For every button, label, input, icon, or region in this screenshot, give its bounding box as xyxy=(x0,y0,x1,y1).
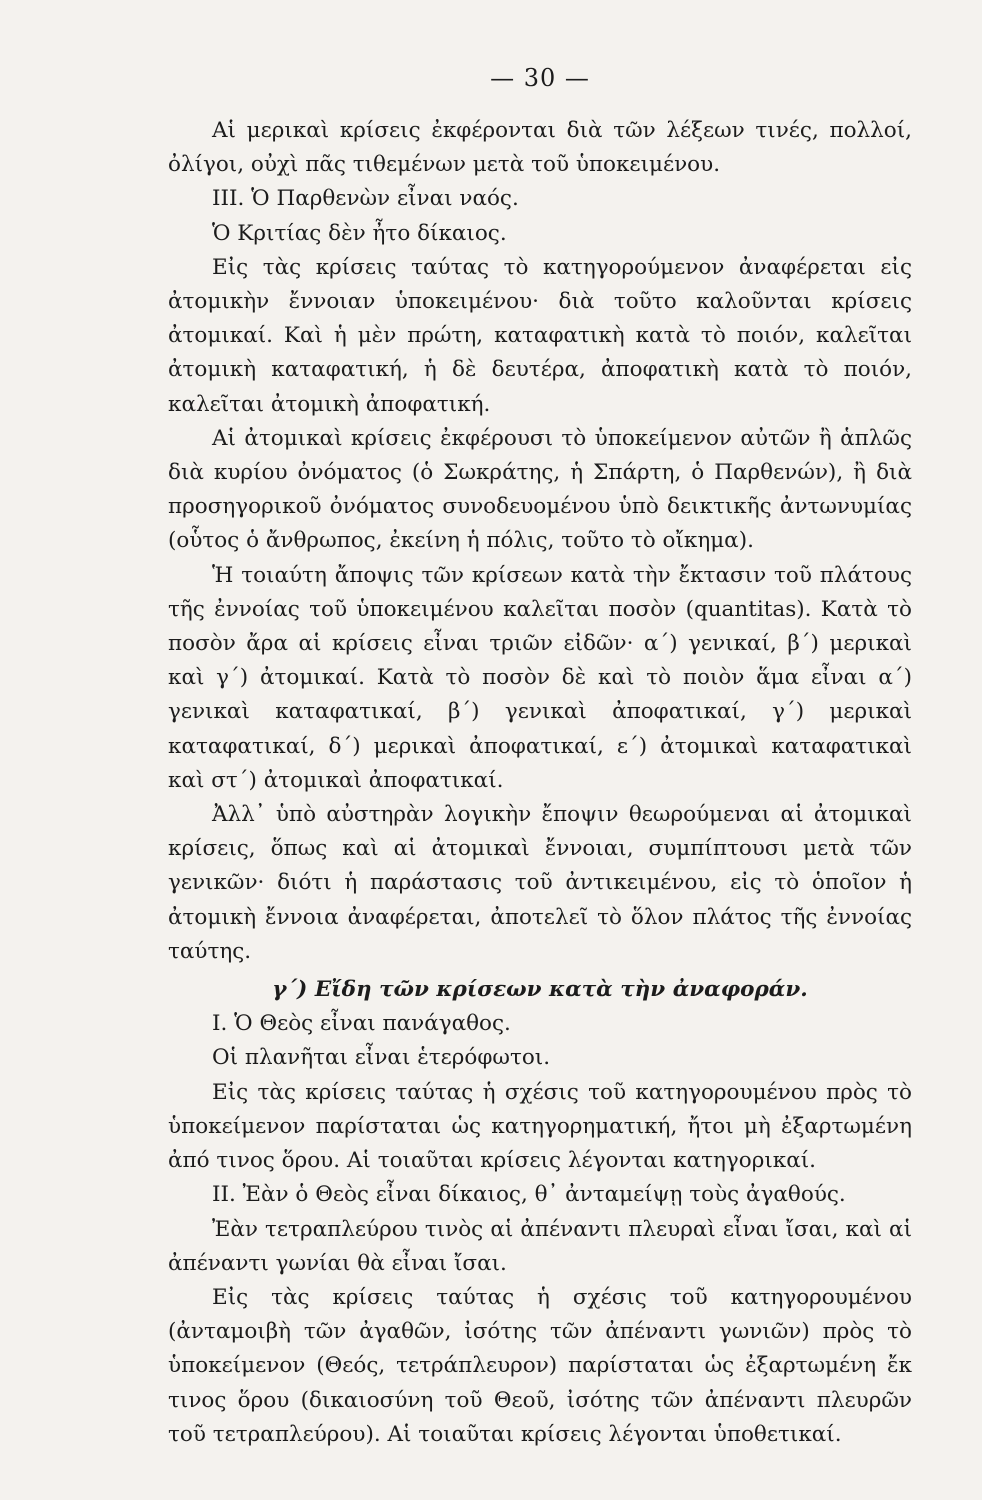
paragraph-strict-logic: Ἀλλ᾽ ὑπὸ αὐστηρὰν λογικὴν ἔποψιν θεωρούμεναι αἱ ἀτομικαὶ κρίσεις, ὅπως καὶ αἱ ἀτομικαὶ ἔννοιαι, συμπίπτουσι μετὰ τῶν γενικῶν· διότι ἡ παράστασις τοῦ ἀντικειμένου, εἰς τὸ ὁποῖον ἡ ἀτομικὴ ἔννοια ἀναφέρεται, ἀποτελεῖ τὸ ὅλον πλάτος τῆς ἐννοίας ταύτης. xyxy=(168,802,912,964)
paragraph-partial-judgments: Αἱ μερικαὶ κρίσεις ἐκφέρονται διὰ τῶν λέξεων τινές, πολλοί, ὀλίγοι, οὐχὶ πᾶς τιθεμένων μετὰ τοῦ ὑποκειμένου. xyxy=(168,118,912,178)
paragraph-quantity: Ἡ τοιαύτη ἄποψις τῶν κρίσεων κατὰ τὴν ἔκτασιν τοῦ πλάτους τῆς ἐννοίας τοῦ ὑποκειμένου καλεῖται ποσὸν (quantitas). Κατὰ τὸ ποσὸν ἄρα αἱ κρίσεις εἶναι τριῶν εἰδῶν· α΄) γενικαί, β΄) μερικαὶ καὶ γ΄) ἀτομικαί. Κατὰ τὸ ποσὸν δὲ καὶ τὸ ποιὸν ἅμα εἶναι α΄) γενικαὶ καταφατικαί, β΄) γενικαὶ ἀποφατικαί, γ΄) μερικαὶ καταφατικαί, δ΄) μερικαὶ ἀποφατικαί, ε΄) ἀτομικαὶ καταφατικαὶ καὶ στ΄) ἀτομικαὶ ἀποφατικαί. xyxy=(168,562,912,793)
section-heading-relation: γ΄) Εἴδη τῶν κρίσεων κατὰ τὴν ἀναφοράν. xyxy=(272,977,808,1003)
example-ii-god-just: ΙΙ. Ἐὰν ὁ Θεὸς εἶναι δίκαιος, θ᾽ ἀνταμείψῃ τοὺς ἀγαθούς. xyxy=(212,1182,846,1208)
paragraph-subject-expression: Αἱ ἀτομικαὶ κρίσεις ἐκφέρουσι τὸ ὑποκείμενον αὐτῶν ἢ ἁπλῶς διὰ κυρίου ὀνόματος (ὁ Σωκράτης, ἡ Σπάρτη, ὁ Παρθενών), ἢ διὰ προσηγορικοῦ ὀνόματος συνοδευομένου ὑπὸ δεικτικῆς ἀντωνυμίας (οὗτος ὁ ἄνθρωπος, ἐκείνη ἡ πόλις, τοῦτο τὸ οἴκημα). xyxy=(168,425,912,554)
example-i-god: Ι. Ὁ Θεὸς εἶναι πανάγαθος. xyxy=(212,1011,511,1037)
paragraph-individual-judgments: Εἰς τὰς κρίσεις ταύτας τὸ κατηγορούμενον ἀναφέρεται εἰς ἀτομικὴν ἔννοιαν ὑποκειμένου· διὰ τοῦτο καλοῦνται κρίσεις ἀτομικαί. Καὶ ἡ μὲν πρώτη, καταφατικὴ κατὰ τὸ ποιόν, καλεῖται ἀτομικὴ καταφατική, ἡ δὲ δευτέρα, ἀποφατικὴ κατὰ τὸ ποιόν, καλεῖται ἀτομικὴ ἀποφατική. xyxy=(168,254,912,417)
example-quadrilateral: Ἐὰν τετραπλεύρου τινὸς αἱ ἀπέναντι πλευραὶ εἶναι ἴσαι, καὶ αἱ ἀπέναντι γωνίαι θὰ εἶναι ἴσαι. xyxy=(168,1216,912,1276)
example-iii-parthenon: ΙΙΙ. Ὁ Παρθενὼν εἶναι ναός. xyxy=(212,186,519,212)
page-number: — 30 — xyxy=(490,64,590,92)
example-kritias: Ὁ Κριτίας δὲν ἦτο δίκαιος. xyxy=(212,220,507,246)
example-planets: Οἱ πλανῆται εἶναι ἑτερόφωτοι. xyxy=(212,1045,551,1071)
paragraph-categorical: Εἰς τὰς κρίσεις ταύτας ἡ σχέσις τοῦ κατηγορουμένου πρὸς τὸ ὑποκείμενον παρίσταται ὡς κατηγορηματική, ἤτοι μὴ ἐξαρτωμένη ἀπό τινος ὅρου. Αἱ τοιαῦται κρίσεις λέγονται κατηγορικαί. xyxy=(168,1079,912,1174)
paragraph-hypothetical: Εἰς τὰς κρίσεις ταύτας ἡ σχέσις τοῦ κατηγορουμένου (ἀνταμοιβὴ τῶν ἀγαθῶν, ἰσότης τῶν ἀπέναντι γωνιῶν) πρὸς τὸ ὑποκείμενον (Θεός, τετράπλευρον) παρίσταται ὡς ἐξαρτωμένη ἔκ τινος ὅρου (δικαιοσύνη τοῦ Θεοῦ, ἰσότης τῶν ἀπέναντι πλευρῶν τοῦ τετραπλεύρου). Αἱ τοιαῦται κρίσεις λέγονται ὑποθετικαί. xyxy=(168,1284,912,1447)
